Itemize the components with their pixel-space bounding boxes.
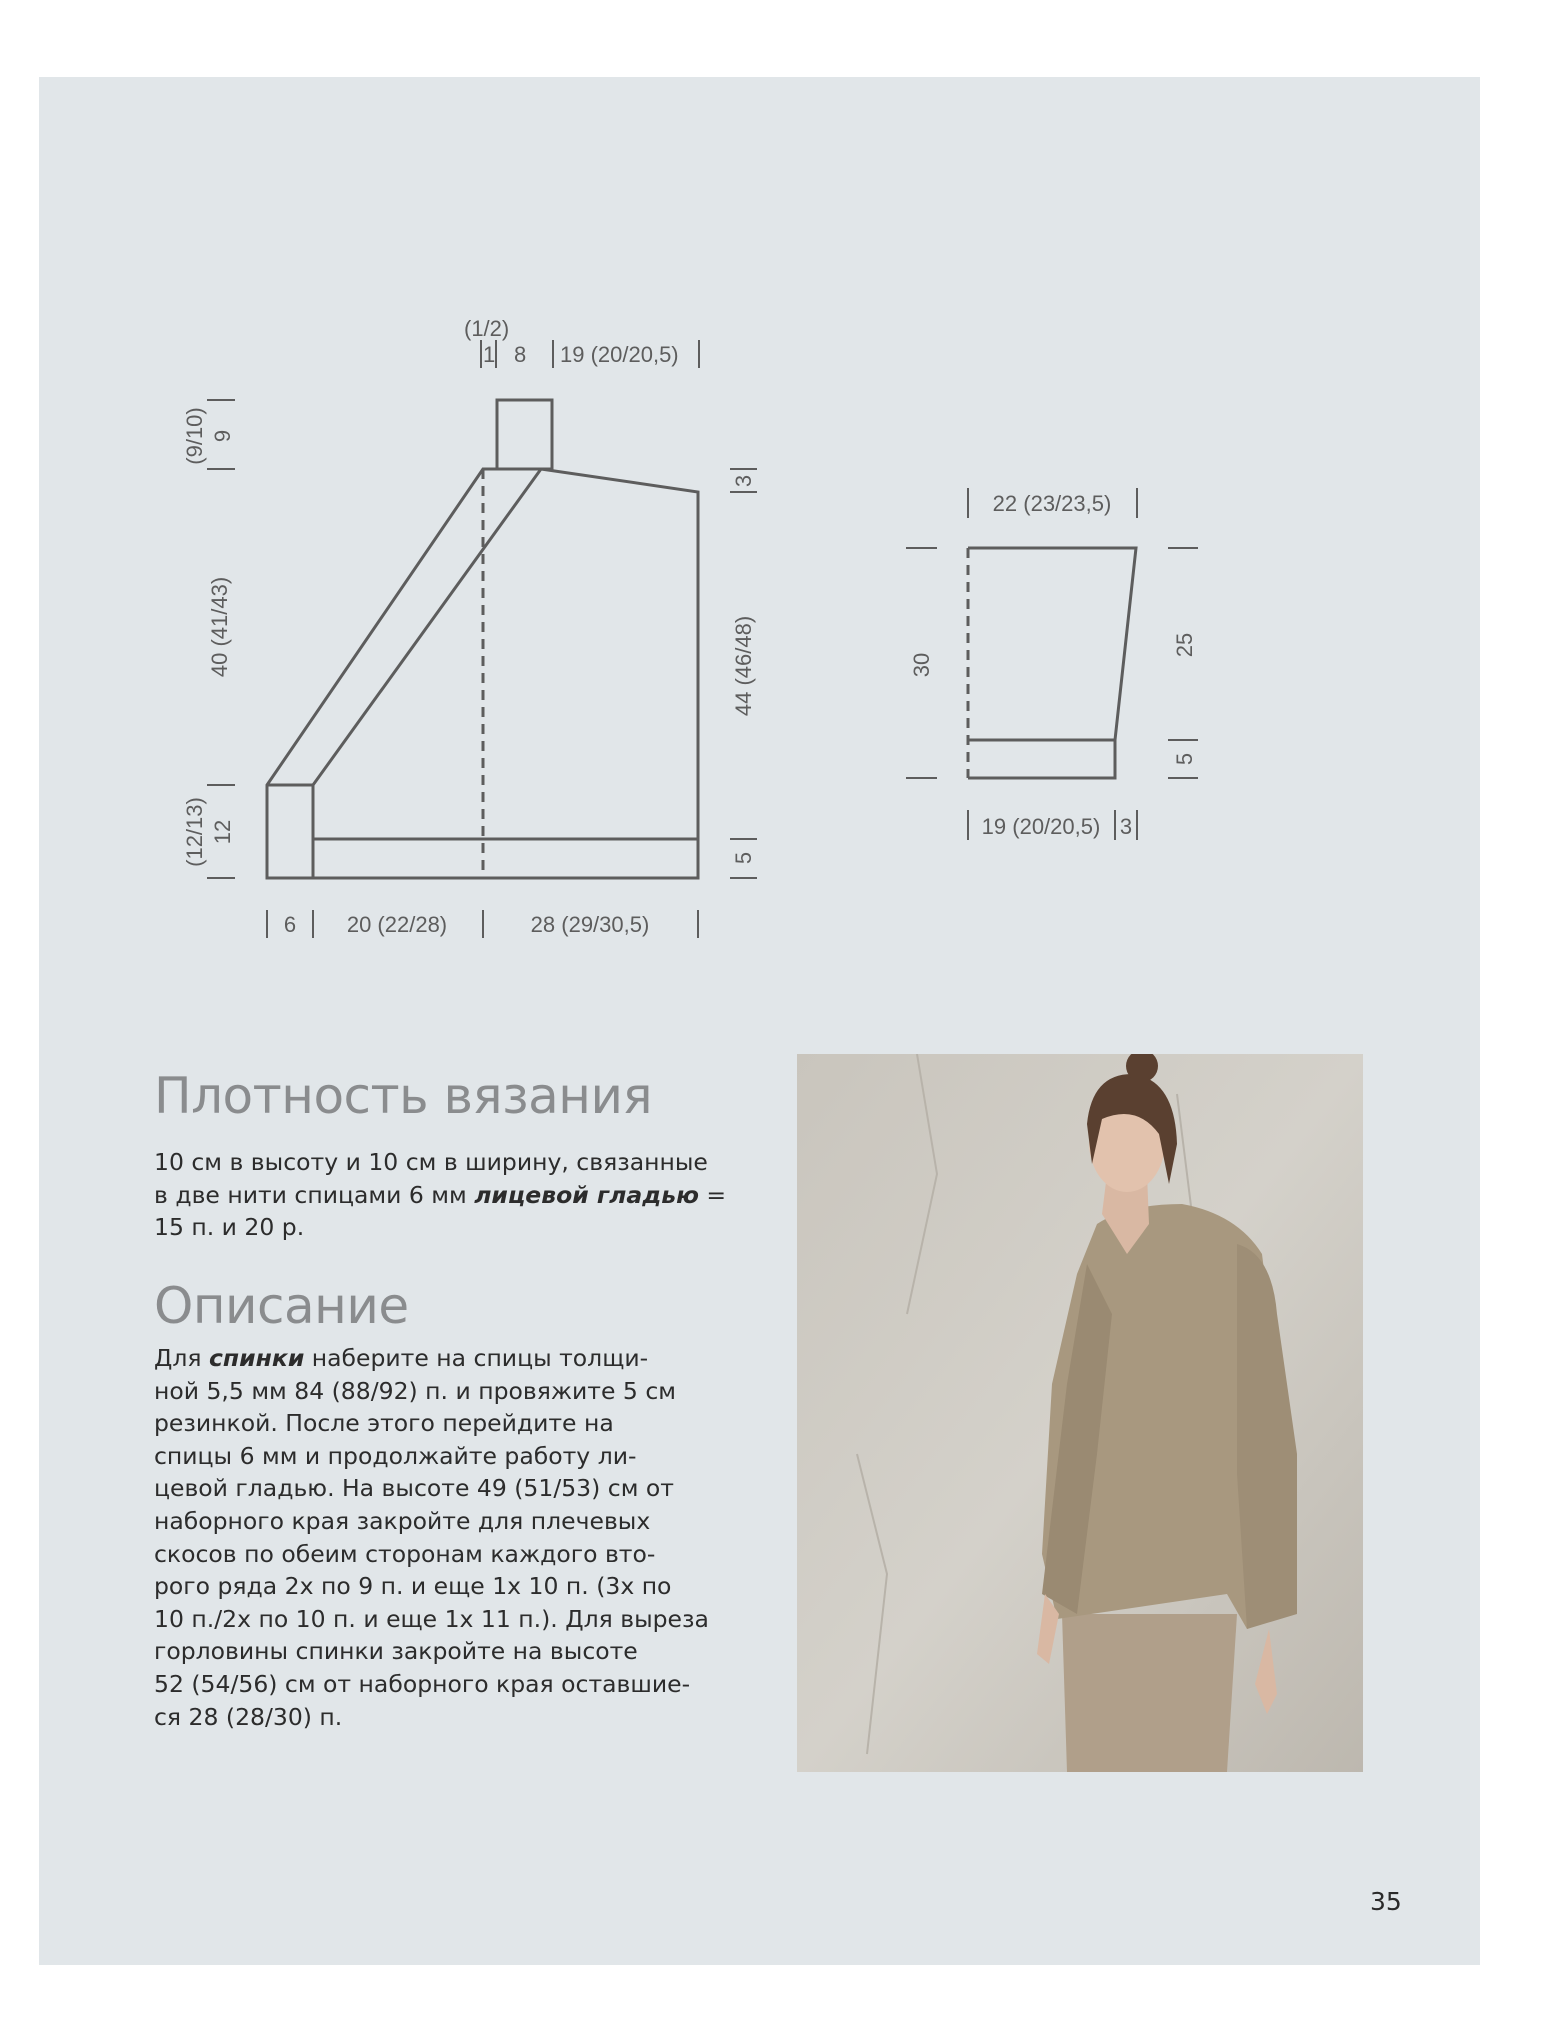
label-right-shoulder: 3 [731,474,756,488]
description-text [154,1342,734,1733]
label-neck: 8 [514,342,527,367]
label-sleeve-length: 30 [909,652,934,678]
description-line: ной 5,5 мм 84 (88/92) п. и провяжите 5 см [154,1376,676,1405]
front-schematic [267,400,698,878]
gauge-line: 10 см в высоту и 10 см в ширину, связанные [154,1148,708,1176]
description-line: Для спинки наберите на спицы толщи- [154,1344,649,1372]
neck-band-top [497,400,552,469]
gauge-text [154,1146,734,1244]
description-line: скосов по обеим сторонам каждого вто- [154,1539,656,1568]
model-photo [797,1054,1363,1772]
schematics [0,0,1551,1000]
description-line: резинкой. После этого перейдите на [154,1409,614,1438]
label-sleeve-cuff: 5 [1172,752,1197,766]
front-band-edge [313,469,541,785]
label-band-width: 6 [283,912,297,937]
description-line: ся 28 (28/30) п. [154,1702,343,1731]
label-back-width: 28 (29/30,5) [530,912,650,937]
label-right-rib: 5 [731,851,756,865]
label-front-width: 20 (22/28) [346,912,448,937]
gauge-line: в две нити спицами 6 мм лицевой гладью = [154,1180,727,1209]
sleeve-ticks [906,488,1198,840]
sleeve-schematic [968,548,1136,778]
label-slope-height: 40 (41/43) [207,576,232,678]
description-heading: Описание [154,1277,409,1335]
label-neck-height: 9 [210,429,235,443]
label-neck-height-alt: (9/10) [182,407,207,465]
label-bottom-alt: (12/13) [182,797,207,867]
label-shoulder-width: 19 (20/20,5) [560,342,679,367]
label-sleeve-bottom: 19 (20/20,5) [981,814,1101,839]
description-line: 10 п./2х по 10 п. и еще 1х 11 п.). Для выреза [154,1604,709,1633]
emphasis: спинки [209,1344,305,1372]
label-sleeve-upper: 25 [1172,632,1197,658]
label-right-body: 44 (46/48) [731,615,756,717]
label-neck-alt: (1/2) [464,316,510,341]
sleeve-outline [968,548,1136,778]
description-line: наборного края закройте для плечевых [154,1506,651,1535]
emphasis: лицевой гладью [474,1180,699,1209]
label-bottom: 12 [210,819,235,845]
description-line: рого ряда 2х по 9 п. и еще 1х 10 п. (3х по [154,1572,672,1601]
description-line: цевой гладью. На высоте 49 (51/53) см от [154,1474,674,1503]
label-sleeve-offset: 3 [1119,814,1133,839]
description-line: 52 (54/56) см от наборного края оставшие- [154,1669,691,1698]
gauge-line: 15 п. и 20 р. [154,1213,305,1242]
label-neck-band: 1 [483,342,496,367]
page-number: 35 [1370,1887,1402,1916]
description-line: горловины спинки закройте на высоте [154,1637,638,1666]
gauge-heading: Плотность вязания [154,1067,653,1125]
label-sleeve-top: 22 (23/23,5) [992,491,1112,516]
description-line: спицы 6 мм и продолжайте работу ли- [154,1441,637,1470]
